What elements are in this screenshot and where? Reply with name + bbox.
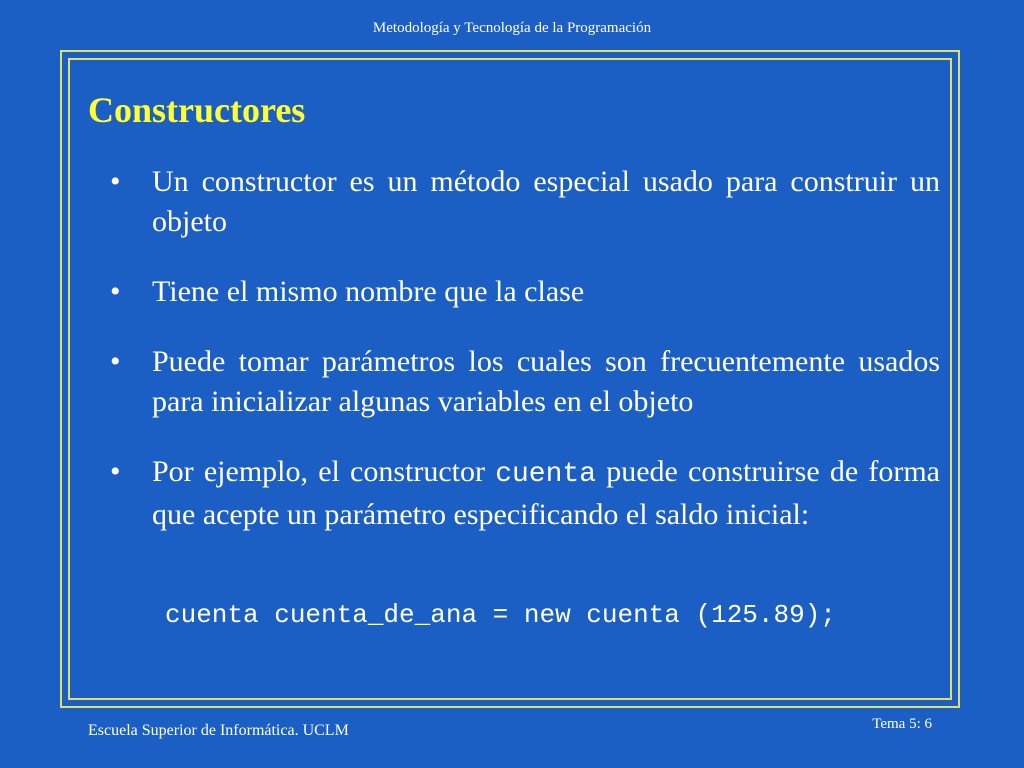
bullet-item-4 — [110, 452, 940, 535]
bullet-item-1 — [110, 162, 940, 242]
bullet-text: Tiene el mismo nombre que la clase — [152, 275, 585, 308]
bullet-text-before: Por ejemplo, el constructor — [152, 455, 496, 488]
code-example: cuenta cuenta_de_ana = new cuenta (125.89); — [165, 600, 836, 630]
bullet-text-after: puede construirse de forma que acepte un parámetro especificando el saldo inicial: — [152, 455, 940, 531]
bullet-icon: • — [110, 345, 121, 378]
course-title: Metodología y Tecnología de la Programación — [372, 20, 652, 36]
page-number: Tema 5: 6 — [872, 716, 932, 732]
inline-code: cuenta — [495, 459, 597, 490]
bullet-list — [110, 162, 940, 565]
bullet-text: Un constructor es un método especial usado para construir un objeto — [152, 165, 940, 238]
bullet-item-3 — [110, 342, 940, 422]
slide-title: Constructores — [88, 90, 306, 130]
footer-institution: Escuela Superior de Informática. UCLM — [88, 722, 349, 739]
bullet-icon: • — [110, 275, 121, 308]
bullet-text: Puede tomar parámetros los cuales son frecuentemente usados para inicializar algunas variables en el objeto — [152, 345, 940, 418]
bullet-icon: • — [110, 165, 121, 198]
bullet-icon: • — [110, 455, 121, 488]
bullet-item-2 — [110, 272, 940, 312]
